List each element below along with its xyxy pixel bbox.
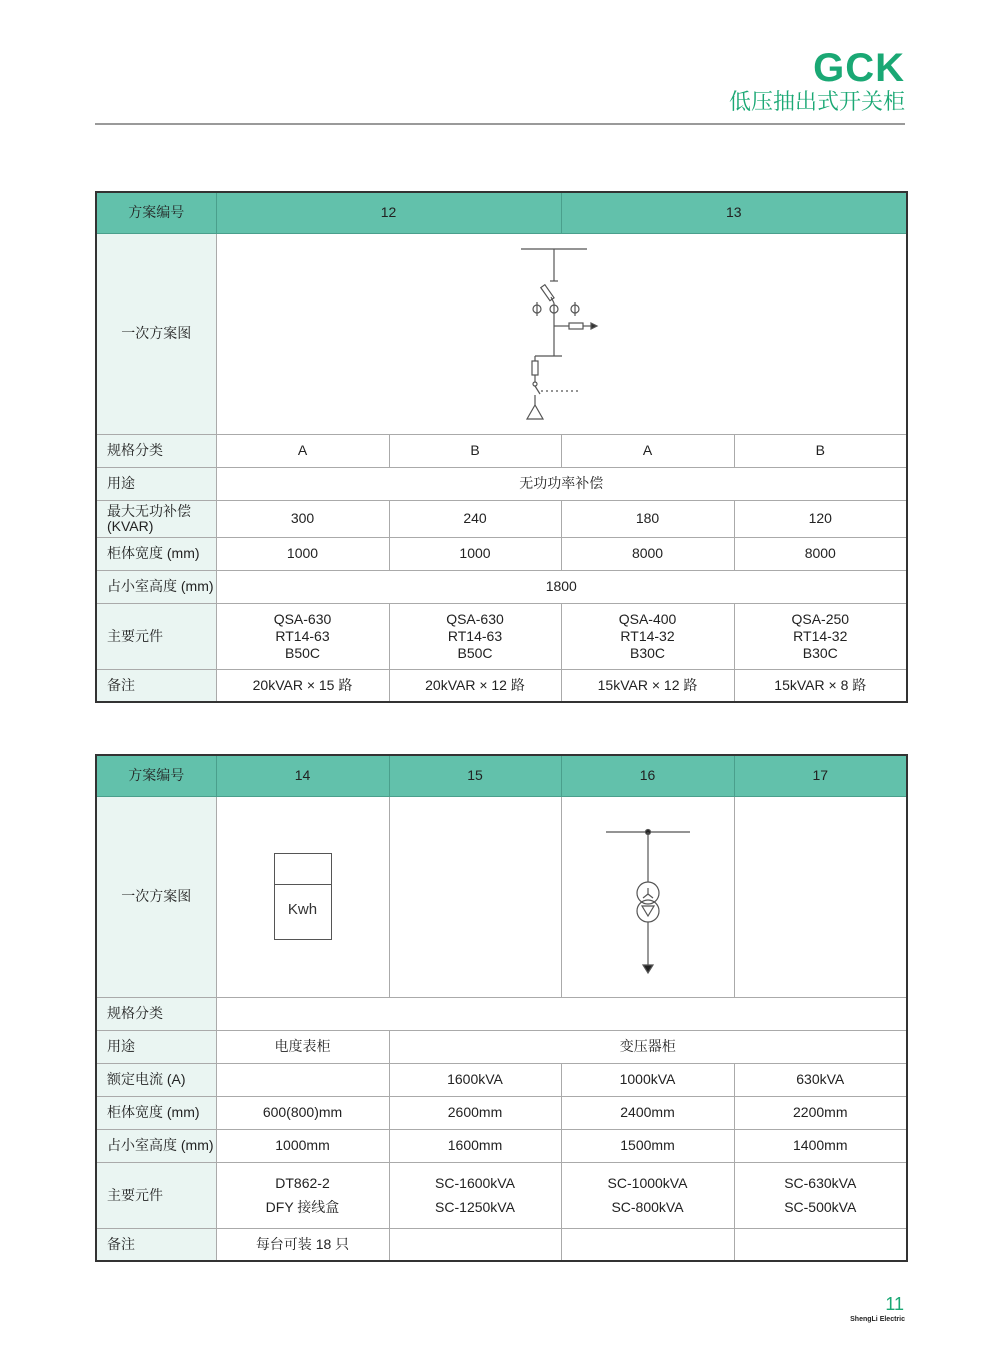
primary-diagram-cell: [389, 796, 561, 997]
cell: B: [389, 434, 561, 467]
table-row: [96, 1063, 907, 1096]
table-row: [96, 603, 907, 669]
contact-point: [533, 382, 537, 386]
arrow-down-icon: [643, 965, 653, 973]
cell: 8000: [734, 537, 907, 570]
product-code: GCK: [813, 46, 905, 90]
row-label: 用途: [96, 467, 216, 500]
row-label: 主要元件: [96, 1162, 216, 1228]
meter-label: Kwh: [287, 901, 318, 918]
row-label: 最大无功补偿 (KVAR): [96, 500, 216, 537]
row-label: 占小室高度 (mm): [96, 1129, 216, 1162]
row-label: 额定电流 (A): [96, 1063, 216, 1096]
scheme-number: 17: [734, 755, 907, 796]
table-row: [96, 233, 907, 434]
cell: 2600mm: [389, 1096, 561, 1129]
cell: [734, 603, 907, 669]
cell: [389, 1228, 561, 1261]
scheme-number: 12: [216, 192, 561, 233]
cell: [389, 1162, 561, 1228]
fuse-icon: [532, 361, 538, 375]
cell: 1000: [389, 537, 561, 570]
cell: 15kVAR × 8 路: [734, 669, 907, 702]
component: QSA-250: [791, 610, 850, 627]
row-label: 一次方案图: [96, 233, 216, 434]
cell: 1000mm: [216, 1129, 389, 1162]
cell: 电度表柜: [216, 1030, 389, 1063]
table-row: [96, 1228, 907, 1261]
brand-header: [729, 48, 905, 116]
cell: 20kVAR × 12 路: [389, 669, 561, 702]
table-row: [96, 467, 907, 500]
wye-stroke: [648, 894, 653, 898]
cell: 1500mm: [561, 1129, 734, 1162]
table-row: [96, 537, 907, 570]
cell: 2400mm: [561, 1096, 734, 1129]
row-label: 主要元件: [96, 603, 216, 669]
scheme-number: 14: [216, 755, 389, 796]
component: SC-1250kVA: [435, 1199, 515, 1215]
delta-icon: [642, 906, 654, 916]
table-row: [96, 570, 907, 603]
component: B30C: [802, 644, 838, 661]
scheme-table-12-13: [95, 191, 908, 703]
primary-diagram-cell: [734, 796, 907, 997]
cell: [216, 1063, 389, 1096]
table-row: [96, 1162, 907, 1228]
component: SC-800kVA: [611, 1199, 684, 1215]
row-label: 柜体宽度 (mm): [96, 537, 216, 570]
component: SC-1000kVA: [607, 1175, 688, 1191]
cell: 8000: [561, 537, 734, 570]
page-number: 11: [885, 1294, 904, 1314]
table-row: [96, 434, 907, 467]
cell: [389, 603, 561, 669]
cell: 1600kVA: [389, 1063, 561, 1096]
row-label: 备注: [96, 1228, 216, 1261]
company-name: ShengLi Electric: [850, 1316, 905, 1323]
cell: [216, 1162, 389, 1228]
scheme-number: 15: [389, 755, 561, 796]
meter-top: [275, 854, 331, 885]
table-row: [96, 997, 907, 1030]
row-label: 规格分类: [96, 997, 216, 1030]
table-row: [96, 669, 907, 702]
component: DT862-2: [275, 1175, 330, 1191]
component: B50C: [284, 644, 321, 661]
cell: [734, 1228, 907, 1261]
cell: B: [734, 434, 907, 467]
row-label: 备注: [96, 669, 216, 702]
primary-diagram-cell: [561, 796, 734, 997]
cell: 1800: [216, 570, 907, 603]
transformer-diagram: [598, 817, 698, 977]
table-row: [96, 192, 907, 233]
component: RT14-32: [620, 627, 675, 644]
component: QSA-630: [446, 610, 504, 627]
component: SC-500kVA: [784, 1199, 857, 1215]
row-label: 规格分类: [96, 434, 216, 467]
component: SC-1600kVA: [435, 1175, 515, 1191]
primary-diagram-cell: [216, 233, 907, 434]
cell: [216, 997, 907, 1030]
cell: 630kVA: [734, 1063, 907, 1096]
primary-diagram-cell: [216, 796, 389, 997]
cell: 180: [561, 500, 734, 537]
table-row: [96, 500, 907, 537]
component: DFY 接线盒: [265, 1199, 340, 1215]
cell: 1400mm: [734, 1129, 907, 1162]
arrow-icon: [591, 323, 597, 329]
cell: 300: [216, 500, 389, 537]
cell: 1000: [216, 537, 389, 570]
cell: 2200mm: [734, 1096, 907, 1129]
capacitor-compensation-diagram: [501, 239, 621, 429]
scheme-number: 16: [561, 755, 734, 796]
component: QSA-630: [273, 610, 332, 627]
row-label: 方案编号: [96, 192, 216, 233]
cell: [561, 1162, 734, 1228]
component: RT14-63: [275, 627, 330, 644]
row-label: 用途: [96, 1030, 216, 1063]
scheme-number: 13: [561, 192, 907, 233]
component: RT14-32: [793, 627, 848, 644]
cell: [734, 1162, 907, 1228]
cell: 20kVAR × 15 路: [216, 669, 389, 702]
component: RT14-63: [447, 627, 503, 644]
cell: [561, 603, 734, 669]
table-row: [96, 1129, 907, 1162]
cell: A: [561, 434, 734, 467]
energy-meter-icon: [274, 853, 332, 940]
cell: 240: [389, 500, 561, 537]
cell: [561, 1228, 734, 1261]
cell: [216, 603, 389, 669]
row-label: 方案编号: [96, 755, 216, 796]
row-label: 柜体宽度 (mm): [96, 1096, 216, 1129]
table-row: [96, 1096, 907, 1129]
cell: 120: [734, 500, 907, 537]
table-row: [96, 755, 907, 796]
cell: 600(800)mm: [216, 1096, 389, 1129]
row-label: 占小室高度 (mm): [96, 570, 216, 603]
product-subtitle: 低压抽出式开关柜: [728, 90, 905, 115]
component: B50C: [457, 644, 493, 661]
cell: 每台可装 18 只: [216, 1228, 389, 1261]
component: B30C: [630, 644, 666, 661]
cell: 无功功率补偿: [216, 467, 907, 500]
component: SC-630kVA: [784, 1175, 857, 1191]
transformer-secondary-icon: [637, 900, 659, 922]
table-row: [96, 796, 907, 997]
cell: 15kVAR × 12 路: [561, 669, 734, 702]
wye-stroke: [643, 894, 648, 898]
scheme-table-14-17: [95, 754, 908, 1262]
header-divider: [95, 123, 905, 125]
cell: 变压器柜: [389, 1030, 907, 1063]
capacitor-bank-icon: [527, 405, 543, 419]
row-label: 一次方案图: [96, 796, 216, 997]
cell: 1000kVA: [561, 1063, 734, 1096]
cell: 1600mm: [389, 1129, 561, 1162]
table-row: [96, 1030, 907, 1063]
resistor-icon: [569, 323, 583, 329]
component: QSA-400: [618, 610, 677, 627]
cell: A: [216, 434, 389, 467]
contactor-icon: [535, 386, 540, 394]
